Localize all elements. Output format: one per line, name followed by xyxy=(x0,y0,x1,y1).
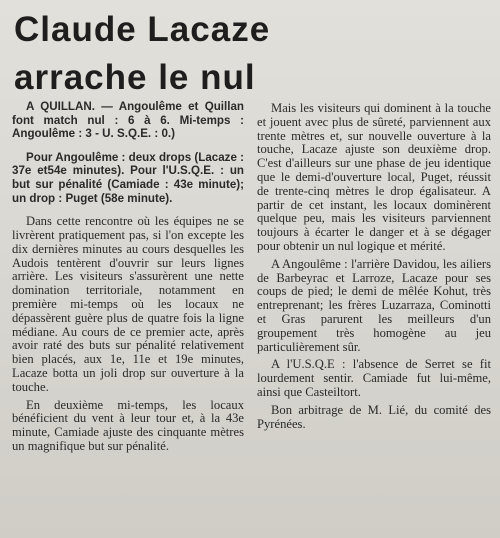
article-paragraph: A Angoulême : l'arrière Davidou, les ailiers de Barbeyrac et Larroze, Lacaze pour ses coups de pied; le demi de mêlée Kohut, très entreprenant; les frères Luzarraza, Cominotti et Gras parurent les meilleurs d'un groupement très homogène au jeu particulièrement sûr. xyxy=(257,256,491,354)
left-column xyxy=(12,100,244,458)
headline-line-2: arrache le nul xyxy=(14,58,256,97)
article-paragraph: Dans cette rencontre où les équipes ne se livrèrent pratiquement pas, si l'on excepte les dix dernières minutes au cours desquelles les Audois tentèrent d'ouvrir sur leurs lignes arrière. Les visiteurs s'assurèrent une nette domination territoriale, notamment en première mi-temps où les locaux ne dépassèrent guère plus de quatre fois la ligne médiane. Au cours de ce premier acte, après avoir raté des buts sur pénalité relativement bien placés, aux 1e, 11e et 19e minutes, Lacaze botta un joli drop sur ouverture à la touche. xyxy=(12,214,244,394)
article-paragraph: Bon arbitrage de M. Lié, du comité des Pyrénées. xyxy=(257,402,491,431)
right-column xyxy=(257,102,491,435)
headline-line-1: Claude Lacaze xyxy=(14,10,271,49)
scoring-summary: Pour Angoulême : deux drops (Lacaze : 37e et54e minutes). Pour l'U.S.Q.E. : un but sur pénalité (Camiade : 43e minute); un drop : Puget (58e minute). xyxy=(12,150,244,205)
lead-paragraph: A QUILLAN. — Angoulême et Quillan font match nul : 6 à 6. Mi-temps : Angoulême : 3 - U. S.Q.E. : 0.) xyxy=(12,100,244,141)
article-paragraph: A l'U.S.Q.E : l'absence de Serret se fit lourdement sentir. Camiade fut lui-même, ainsi que Casteiltort. xyxy=(257,357,491,399)
article-paragraph: Mais les visiteurs qui dominent à la touche et jouent avec plus de sûreté, parviennent aux trente mètres et, sur nouvelle ouverture à la touche, Lacaze ajuste son deuxième drop. C'est d'ailleurs sur une phase de jeu identique que le demi-d'ouverture local, Puget, réussit de trente-cinq mètres le drop égalisateur. A partir de cet instant, les locaux dominèrent quelque peu, mais les visiteurs parviennent toujours à écarter le danger et à se dégager pour obtenir un nul logique et mérité. xyxy=(257,101,491,253)
article-paragraph: En deuxième mi-temps, les locaux bénéficient du vent à leur tour et, à la 43e minute, Camiade ajuste des cinquante mètres un magnifique but sur pénalité. xyxy=(12,397,244,453)
headline xyxy=(14,6,484,102)
